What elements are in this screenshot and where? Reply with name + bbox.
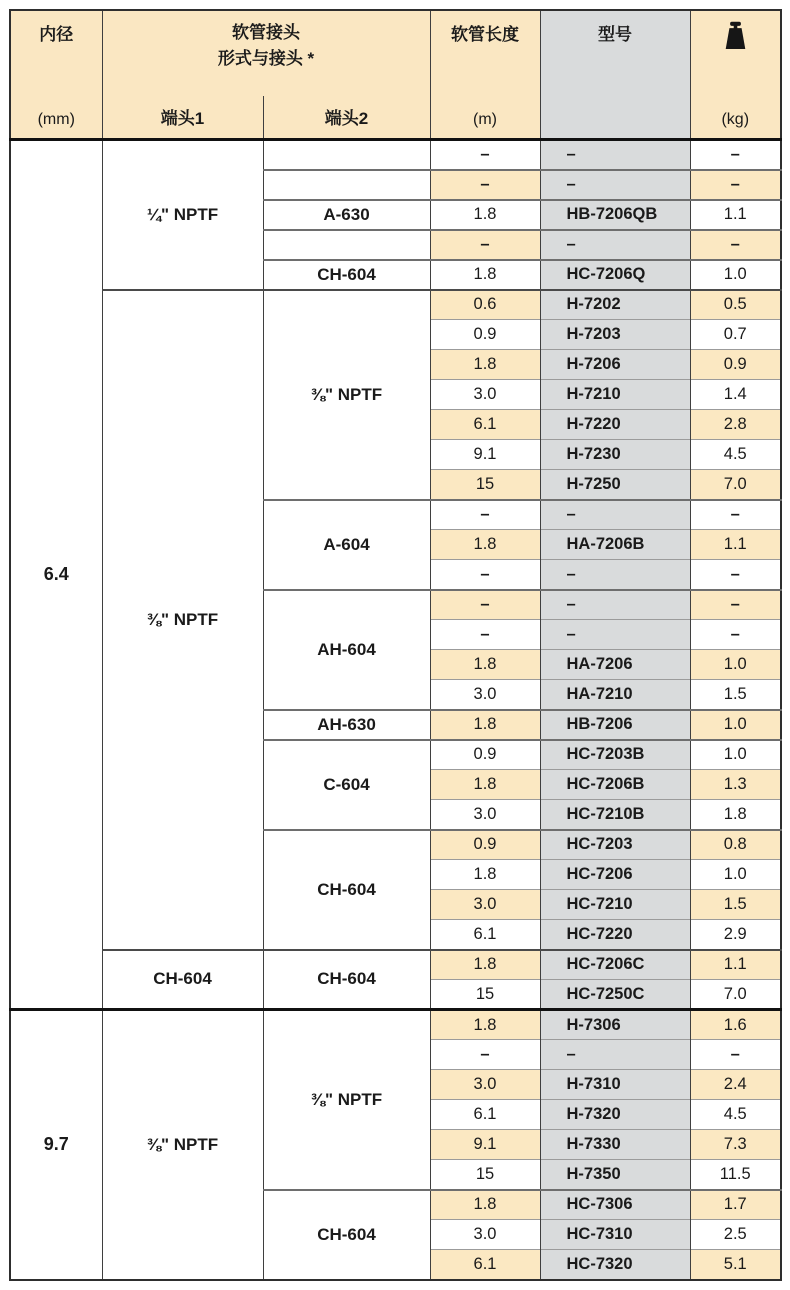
length-cell: 1.8 <box>430 950 540 980</box>
model-cell: H-7230 <box>540 440 690 470</box>
end2-cell: AH-604 <box>263 590 430 710</box>
model-cell: H-7206 <box>540 350 690 380</box>
weight-cell: – <box>690 590 781 620</box>
length-cell: 3.0 <box>430 380 540 410</box>
weight-cell: 1.1 <box>690 530 781 560</box>
weight-cell: 1.8 <box>690 800 781 830</box>
header-end2: 端头2 <box>263 96 430 140</box>
length-cell: 0.6 <box>430 290 540 320</box>
header-inner-diameter-unit: (mm) <box>37 111 75 128</box>
length-cell: 3.0 <box>430 1220 540 1250</box>
model-cell: HA-7210 <box>540 680 690 710</box>
length-cell: – <box>430 230 540 260</box>
length-cell: – <box>430 170 540 200</box>
weight-cell: 2.4 <box>690 1070 781 1100</box>
weight-icon <box>722 20 749 51</box>
header-hose-length <box>430 10 540 140</box>
model-cell: HC-7210B <box>540 800 690 830</box>
model-cell: HB-7206QB <box>540 200 690 230</box>
model-cell: H-7306 <box>540 1010 690 1040</box>
weight-cell: 2.9 <box>690 920 781 950</box>
weight-cell: 1.5 <box>690 890 781 920</box>
header-model <box>540 10 690 140</box>
length-cell: 9.1 <box>430 440 540 470</box>
length-cell: – <box>430 620 540 650</box>
length-cell: 1.8 <box>430 530 540 560</box>
length-cell: 6.1 <box>430 1100 540 1130</box>
end1-cell: ¼" NPTF <box>102 140 263 290</box>
weight-cell: 0.7 <box>690 320 781 350</box>
length-cell: 1.8 <box>430 260 540 290</box>
weight-cell: 7.3 <box>690 1130 781 1160</box>
length-cell: 0.9 <box>430 320 540 350</box>
model-cell: H-7250 <box>540 470 690 500</box>
weight-cell: 1.0 <box>690 710 781 740</box>
header-inner-diameter-label: 内径 <box>39 25 74 44</box>
table-row <box>10 950 781 980</box>
length-cell: – <box>430 1040 540 1070</box>
table-row <box>10 140 781 170</box>
header-model-label: 型号 <box>598 25 632 44</box>
length-cell: 1.8 <box>430 710 540 740</box>
model-cell: H-7310 <box>540 1070 690 1100</box>
length-cell: 0.9 <box>430 830 540 860</box>
weight-cell: 4.5 <box>690 1100 781 1130</box>
weight-cell: 2.5 <box>690 1220 781 1250</box>
weight-cell: – <box>690 560 781 590</box>
end2-cell: CH-604 <box>263 1190 430 1280</box>
header-fitting-title: 软管接头 <box>232 23 300 42</box>
length-cell: 3.0 <box>430 1070 540 1100</box>
weight-cell: 1.4 <box>690 380 781 410</box>
weight-cell: – <box>690 1040 781 1070</box>
model-cell: HC-7206C <box>540 950 690 980</box>
model-cell: HC-7310 <box>540 1220 690 1250</box>
spec-table-body <box>10 140 781 1280</box>
model-cell: HC-7306 <box>540 1190 690 1220</box>
model-cell: HC-7220 <box>540 920 690 950</box>
end2-cell: ⅜" NPTF <box>263 1010 430 1190</box>
weight-cell: 0.9 <box>690 350 781 380</box>
weight-cell: – <box>690 140 781 170</box>
diameter-cell: 9.7 <box>10 1010 102 1280</box>
length-cell: – <box>430 590 540 620</box>
model-cell: H-7220 <box>540 410 690 440</box>
end2-cell: CH-604 <box>263 950 430 1010</box>
end2-cell: CH-604 <box>263 830 430 950</box>
length-cell: 1.8 <box>430 1190 540 1220</box>
hose-spec-table <box>9 9 782 1281</box>
model-cell: – <box>540 140 690 170</box>
end2-cell: CH-604 <box>263 260 430 290</box>
model-cell: H-7203 <box>540 320 690 350</box>
weight-cell: 1.0 <box>690 860 781 890</box>
weight-cell: 1.3 <box>690 770 781 800</box>
model-cell: – <box>540 170 690 200</box>
header-fitting <box>102 10 430 96</box>
length-cell: 1.8 <box>430 770 540 800</box>
length-cell: 15 <box>430 470 540 500</box>
weight-cell: 1.1 <box>690 950 781 980</box>
weight-cell: – <box>690 230 781 260</box>
model-cell: HA-7206B <box>540 530 690 560</box>
model-cell: HC-7250C <box>540 980 690 1010</box>
model-cell: HC-7206Q <box>540 260 690 290</box>
length-cell: 3.0 <box>430 800 540 830</box>
header-inner-diameter <box>10 10 102 140</box>
length-cell: 6.1 <box>430 410 540 440</box>
model-cell: H-7330 <box>540 1130 690 1160</box>
end2-cell: AH-630 <box>263 710 430 740</box>
header-end1: 端头1 <box>102 96 263 140</box>
model-cell: HC-7206 <box>540 860 690 890</box>
model-cell: H-7210 <box>540 380 690 410</box>
length-cell: 3.0 <box>430 680 540 710</box>
weight-cell: 1.0 <box>690 740 781 770</box>
end1-cell: CH-604 <box>102 950 263 1010</box>
length-cell: 1.8 <box>430 860 540 890</box>
weight-cell: 1.5 <box>690 680 781 710</box>
table-row <box>10 1010 781 1040</box>
end2-cell: A-604 <box>263 500 430 590</box>
model-cell: HC-7203 <box>540 830 690 860</box>
table-header <box>10 10 781 140</box>
length-cell: 3.0 <box>430 890 540 920</box>
model-cell: – <box>540 1040 690 1070</box>
length-cell: 1.8 <box>430 1010 540 1040</box>
end1-cell: ⅜" NPTF <box>102 290 263 950</box>
weight-cell: 7.0 <box>690 980 781 1010</box>
weight-cell: – <box>690 620 781 650</box>
model-cell: HC-7206B <box>540 770 690 800</box>
length-cell: 9.1 <box>430 1130 540 1160</box>
length-cell: – <box>430 560 540 590</box>
model-cell: HC-7210 <box>540 890 690 920</box>
length-cell: 15 <box>430 980 540 1010</box>
length-cell: – <box>430 140 540 170</box>
model-cell: HB-7206 <box>540 710 690 740</box>
end1-cell: ⅜" NPTF <box>102 1010 263 1280</box>
length-cell: 6.1 <box>430 920 540 950</box>
weight-cell: 1.7 <box>690 1190 781 1220</box>
length-cell: 6.1 <box>430 1250 540 1280</box>
model-cell: HC-7203B <box>540 740 690 770</box>
table-row <box>10 290 781 320</box>
end2-cell: ⅜" NPTF <box>263 290 430 500</box>
model-cell: HC-7320 <box>540 1250 690 1280</box>
model-cell: – <box>540 590 690 620</box>
end2-cell <box>263 170 430 200</box>
diameter-cell: 6.4 <box>10 140 102 1010</box>
header-hose-length-label: 软管长度 <box>451 25 519 44</box>
weight-cell: – <box>690 500 781 530</box>
length-cell: 1.8 <box>430 650 540 680</box>
model-cell: HA-7206 <box>540 650 690 680</box>
weight-cell: 1.1 <box>690 200 781 230</box>
weight-cell: 2.8 <box>690 410 781 440</box>
model-cell: H-7202 <box>540 290 690 320</box>
weight-cell: 1.0 <box>690 260 781 290</box>
model-cell: H-7320 <box>540 1100 690 1130</box>
length-cell: 15 <box>430 1160 540 1190</box>
length-cell: 1.8 <box>430 200 540 230</box>
model-cell: – <box>540 500 690 530</box>
header-weight <box>690 10 781 140</box>
weight-cell: 4.5 <box>690 440 781 470</box>
weight-cell: 0.8 <box>690 830 781 860</box>
weight-cell: 11.5 <box>690 1160 781 1190</box>
weight-cell: 1.0 <box>690 650 781 680</box>
model-cell: – <box>540 620 690 650</box>
end2-cell <box>263 140 430 170</box>
header-weight-unit: (kg) <box>721 111 750 128</box>
length-cell: 1.8 <box>430 350 540 380</box>
weight-cell: 1.6 <box>690 1010 781 1040</box>
end2-cell: C-604 <box>263 740 430 830</box>
end2-cell: A-630 <box>263 200 430 230</box>
model-cell: – <box>540 560 690 590</box>
weight-cell: – <box>690 170 781 200</box>
model-cell: H-7350 <box>540 1160 690 1190</box>
model-cell: – <box>540 230 690 260</box>
weight-cell: 5.1 <box>690 1250 781 1280</box>
header-hose-length-unit: (m) <box>473 111 497 128</box>
length-cell: – <box>430 500 540 530</box>
header-fitting-subtitle: 形式与接头 * <box>217 49 315 69</box>
end2-cell <box>263 230 430 260</box>
weight-cell: 0.5 <box>690 290 781 320</box>
weight-cell: 7.0 <box>690 470 781 500</box>
length-cell: 0.9 <box>430 740 540 770</box>
